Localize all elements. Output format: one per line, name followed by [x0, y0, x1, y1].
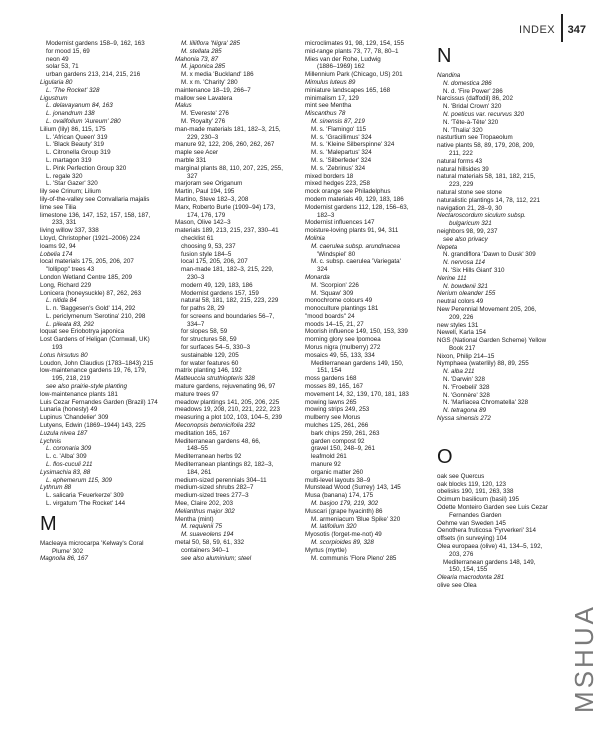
index-entry: Magnolia 86, 167: [40, 555, 88, 563]
index-entry: moisture-loving plants 91, 94, 311: [305, 227, 399, 235]
index-entry: Lunaria (honesty) 49: [40, 406, 98, 414]
section-letter: M: [40, 512, 57, 535]
index-entry: choosing 9, 53, 237: [181, 242, 236, 250]
index-entry: for slopes 58, 59: [181, 328, 228, 336]
index-entry: L. ephemerum 115, 309: [46, 476, 112, 484]
index-entry: N. tetragona 89: [443, 407, 487, 415]
index-entry: M. suaveolens 194: [181, 531, 234, 539]
index-entry: M. x media 'Buckland' 186: [181, 71, 254, 79]
index-entry: for water features 60: [181, 359, 239, 367]
index-entry: Oehme van Sweden 145: [437, 519, 506, 527]
index-entry: oak see Quercus: [437, 472, 485, 480]
index-entry: Loudon, John Claudius (1783–1843) 215: [40, 359, 154, 367]
index-entry: 184, 261: [187, 468, 212, 476]
index-entry: miniature landscapes 165, 168: [305, 86, 391, 94]
index-entry: mosaics 49, 55, 133, 334: [305, 351, 375, 359]
index-entry: N. domestica 286: [443, 79, 492, 87]
index-entry: Mediterranean gardens 149, 150,: [311, 359, 404, 367]
index-column-4: [437, 40, 565, 590]
index-entry: new styles 131: [437, 321, 479, 329]
index-entry: Ocimum basilicum (basil) 195: [437, 496, 519, 504]
index-entry: minimalism 17, 129: [305, 94, 359, 102]
index-entry: meditation 165, 167: [175, 429, 230, 437]
header-divider: [561, 14, 563, 42]
index-column-3: [305, 40, 433, 562]
index-entry: N. 'Six Hills Giant' 310: [443, 266, 505, 274]
index-entry: neon 49: [46, 55, 69, 63]
index-entry: materials 189, 213, 215, 237, 330–41: [175, 227, 279, 235]
index-entry: NGS (National Garden Scheme) Yellow: [437, 337, 547, 345]
page-header: [519, 20, 586, 40]
index-entry: "mood boards" 24: [305, 312, 355, 320]
index-entry: mock orange see Philadelphus: [305, 188, 391, 196]
index-entry: microclimates 91, 98, 129, 154, 155: [305, 40, 405, 47]
index-entry: Myrtus (myrtle): [305, 546, 347, 554]
index-entry: Mies van der Rohe, Ludwig: [305, 55, 381, 63]
index-entry: naturalistic plantings 14, 78, 112, 221: [437, 196, 541, 204]
index-entry: 193: [52, 344, 63, 352]
index-entry: London Wetland Centre 185, 209: [40, 273, 132, 281]
index-entry: Lysimachia 83, 88: [40, 468, 91, 476]
index-entry: N. 'Thalia' 320: [443, 126, 483, 134]
index-entry: 150, 154, 155: [449, 566, 488, 574]
index-entry: Muscari (grape hyacinth) 86: [305, 507, 383, 515]
index-entry: modern 49, 129, 183, 186: [181, 281, 253, 289]
index-entry: M. s. 'Zebrinus' 324: [311, 164, 366, 172]
section-letter: N: [437, 45, 452, 67]
index-entry: Book 217: [449, 344, 476, 352]
index-entry: Ligustrum: [40, 94, 68, 102]
index-entry: 'Windspiel' 80: [317, 250, 356, 258]
index-entry: Musa (banana) 174, 175: [305, 492, 374, 500]
index-entry: marginal plants 88, 110, 207, 225, 255,: [175, 164, 283, 172]
index-entry: Nectaroscordum siculum subsp.: [437, 212, 526, 220]
index-entry: morning glory see Ipomoea: [305, 336, 381, 344]
index-entry: for paths 28, 29: [181, 305, 225, 313]
index-entry: Mason, Olive 142–3: [175, 219, 231, 227]
index-entry: L. n. 'Baggesen's Gold' 114, 292: [46, 305, 136, 313]
index-entry: see also prairie-style planting: [46, 383, 127, 391]
index-entry: New Perennial Movement 205, 206,: [437, 305, 537, 313]
section-label: INDEX: [519, 24, 556, 36]
index-entry: Nepeta: [437, 243, 458, 251]
index-entry: Luzula nivea 187: [40, 429, 88, 437]
index-entry: checklist 61: [181, 234, 214, 242]
index-entry: lily-of-the-valley see Convallaria majalis: [40, 195, 150, 203]
index-entry: N. 'Tête-à-Tête' 320: [443, 118, 499, 126]
index-entry: solar 53, 71: [46, 63, 79, 71]
index-entry: meadows 19, 208, 210, 221, 222, 223: [175, 406, 280, 414]
index-entry: manure 92: [311, 461, 341, 469]
index-entry: 324: [317, 266, 328, 274]
index-entry: Lupinus 'Chandelier' 309: [40, 414, 109, 422]
index-entry: Malus: [175, 102, 192, 110]
index-entry: Martin, Paul 194, 195: [175, 188, 235, 196]
index-entry: N. poeticus var. recurvus 320: [443, 110, 525, 118]
index-entry: local materials 175, 205, 206, 207: [40, 258, 134, 266]
index-entry: mixed hedges 223, 258: [305, 180, 370, 188]
index-column-2: [175, 40, 303, 562]
index-entry: Plume' 302: [52, 547, 84, 555]
index-entry: Munstead Wood (Surrey) 143, 145: [305, 484, 401, 492]
index-entry: (1886–1969) 162: [317, 63, 365, 71]
index-entry: L. 'Black Beauty' 319: [46, 141, 104, 149]
index-entry: leafmold 261: [311, 453, 347, 461]
index-entry: Lloyd, Christopher (1921–2006) 224: [40, 234, 141, 242]
index-entry: M. s. 'Flamingo' 115: [311, 125, 367, 133]
index-entry: Mimulus luteus 89: [305, 78, 356, 86]
index-entry: containers 340–1: [181, 546, 229, 554]
index-entry: M. sinensis 87, 219: [311, 117, 365, 125]
index-entry: N. 'Darwin' 328: [443, 376, 485, 384]
index-entry: Lotus hirsutus 80: [40, 351, 88, 359]
index-entry: moods 14–15, 21, 27: [305, 320, 364, 328]
index-entry: 148–55: [187, 445, 208, 453]
index-entry: native plants 58, 89, 179, 208, 209,: [437, 142, 535, 150]
index-entry: L. flos-cuculi 211: [46, 461, 93, 469]
index-entry: 233, 331: [52, 219, 77, 227]
index-entry: Lythrum 88: [40, 484, 72, 492]
index-entry: Mediterranean herbs 92: [175, 453, 242, 461]
index-entry: M. s. 'Kleine Silberspinne' 324: [311, 141, 395, 149]
index-entry: L. periclymenum 'Serotina' 210, 298: [46, 312, 146, 320]
index-entry: Narcissus (daffodil) 86, 202: [437, 95, 513, 103]
index-entry: olive see Olea: [437, 582, 477, 590]
index-entry: 203, 276: [449, 550, 474, 558]
index-entry: neighbors 98, 99, 237: [437, 227, 498, 235]
index-entry: Marx, Roberto Burle (1909–94) 173,: [175, 203, 276, 211]
index-entry: mid-range plants 73, 77, 78, 80–1: [305, 47, 399, 55]
index-entry: mowing lawns 265: [305, 398, 357, 406]
index-entry: M. caerulea subsp. arundinacea: [311, 242, 400, 250]
index-entry: obelisks 190, 191, 263, 338: [437, 488, 514, 496]
index-entry: N. nervosa 114: [443, 259, 485, 267]
index-entry: bulgaricum 321: [449, 220, 492, 228]
index-entry: marble 331: [175, 156, 207, 164]
index-entry: Modernist gardens 158–9, 162, 163: [46, 40, 145, 47]
index-entry: Lonicera (honeysuckle) 87, 262, 263: [40, 289, 142, 297]
index-entry: L. jonandrum 138: [46, 110, 95, 118]
index-entry: matrix planting 146, 192: [175, 367, 242, 375]
index-entry: manure 92, 122, 206, 260, 262, 267: [175, 141, 275, 149]
section-letter: O: [437, 445, 453, 468]
index-entry: low-maintenance plants 181: [40, 390, 118, 398]
index-entry: N. alba 211: [443, 368, 475, 376]
index-entry: L. nitida 84: [46, 297, 77, 305]
index-entry: 223, 229: [449, 181, 474, 189]
index-entry: 211, 222: [449, 149, 473, 157]
watermark-text: MSHUA: [568, 603, 599, 713]
index-entry: Nymphaea (waterlily) 88, 89, 255: [437, 360, 529, 368]
index-entry: M. 'Evereste' 276: [181, 110, 229, 118]
index-entry: measuring a plot 102, 103, 104–5, 239: [175, 414, 283, 422]
index-entry: L. martagon 319: [46, 156, 92, 164]
index-entry: Morus nigra (mulberry) 272: [305, 344, 381, 352]
index-entry: M. requienii 75: [181, 523, 222, 531]
index-entry: Long, Richard 229: [40, 281, 92, 289]
index-entry: L. 'The Rocket' 328: [46, 86, 100, 94]
index-entry: gravel 150, 248–9, 261: [311, 445, 375, 453]
index-entry: neutral colors 49: [437, 298, 484, 306]
index-entry: N. 'Marliacea Chromatella' 328: [443, 399, 529, 407]
index-entry: Olearia macrodonta 281: [437, 574, 505, 582]
index-entry: M. x m. 'Charity' 280: [181, 78, 238, 86]
index-entry: N. bowdenii 321: [443, 282, 488, 290]
index-entry: 327: [187, 172, 198, 180]
index-entry: natural stone see stone: [437, 188, 502, 196]
index-entry: living willow 337, 338: [40, 227, 99, 235]
index-entry: marjoram see Origanum: [175, 180, 243, 188]
index-entry: movement 14, 32, 139, 170, 181, 183: [305, 390, 409, 398]
index-entry: mature gardens, rejuvenating 96, 97: [175, 383, 276, 391]
index-entry: N. 'Froebelii' 328: [443, 383, 490, 391]
index-entry: L. Pink Perfection Group 320: [46, 164, 127, 172]
index-entry: L. Citronella Group 319: [46, 149, 111, 157]
index-entry: Mahonia 73, 87: [175, 55, 219, 63]
index-entry: for screens and boundaries 56–7,: [181, 312, 275, 320]
index-entry: M. armeniacum 'Blue Spike' 320: [311, 515, 401, 523]
index-entry: loams 92, 94: [40, 242, 76, 250]
index-entry: for surfaces 54–5, 330–3: [181, 344, 251, 352]
index-entry: Martino, Steve 182–3, 208: [175, 195, 249, 203]
index-entry: Mediterranean gardens 148, 149,: [443, 558, 536, 566]
index-entry: Monarda: [305, 273, 330, 281]
index-entry: see also aluminium; steel: [181, 554, 252, 562]
index-entry: Nerium oleander 155: [437, 290, 496, 298]
index-entry: Moorish influence 149, 150, 153, 339: [305, 328, 408, 336]
index-entry: Odette Monteiro Garden see Luis Cezar: [437, 504, 548, 512]
index-entry: Lutyens, Edwin (1869–1944) 143, 225: [40, 422, 146, 430]
page-number: 347: [567, 24, 586, 36]
index-entry: mixed borders 18: [305, 172, 354, 180]
index-entry: Nerine 111: [437, 274, 467, 282]
index-entry: low-maintenance gardens 19, 76, 179,: [40, 367, 147, 375]
index-entry: Mee, Claire 202, 203: [175, 500, 234, 508]
index-entry: fusion style 184–5: [181, 250, 232, 258]
index-entry: nasturtium see Tropaeolum: [437, 134, 513, 142]
index-entry: Nandina: [437, 72, 461, 79]
index-entry: natural 58, 181, 182, 215, 223, 229: [181, 297, 279, 305]
index-entry: mulberry see Morus: [305, 414, 361, 422]
index-entry: Newell, Karla 154: [437, 329, 486, 337]
index-entry: for mood 15, 69: [46, 47, 90, 55]
index-entry: 182–3: [317, 211, 335, 219]
index-entry: L. delavayanum 84, 163: [46, 102, 113, 110]
index-entry: M. stellata 285: [181, 47, 222, 55]
index-entry: Molinia: [305, 234, 325, 242]
index-entry: Modernist influences 147: [305, 219, 375, 227]
index-entry: modern materials 49, 129, 183, 186: [305, 195, 404, 203]
index-entry: medium-sized shrubs 282–7: [175, 484, 254, 492]
index-entry: moss gardens 168: [305, 375, 357, 383]
index-entry: Macleaya microcarpa 'Kelway's Coral: [40, 539, 144, 547]
index-entry: M. c. subsp. caerulea 'Variegata': [311, 258, 401, 266]
index-entry: M. communis 'Flore Pleno' 285: [311, 554, 397, 562]
index-entry: lily see Crinum; Lilium: [40, 188, 101, 196]
index-entry: garden compost 92: [311, 437, 365, 445]
index-entry: Mentha (mint): [175, 515, 214, 523]
index-entry: monochrome colours 49: [305, 297, 373, 305]
index-column-1: [40, 40, 168, 563]
index-entry: M. japonica 285: [181, 63, 226, 71]
index-entry: mowing strips 249, 253: [305, 406, 370, 414]
index-entry: mature trees 97: [175, 390, 219, 398]
index-entry: local 175, 205, 206, 207: [181, 258, 248, 266]
index-entry: M. 'Scorpion' 226: [311, 281, 359, 289]
index-entry: Modernist gardens 112, 128, 156–63,: [305, 203, 409, 211]
index-entry: navigation 21, 28–9, 30: [437, 204, 502, 212]
index-entry: L. salicaria 'Feuerkerze' 309: [46, 492, 124, 500]
index-entry: M. scorpioides 89, 328: [311, 539, 374, 546]
index-entry: mosses 89, 165, 167: [305, 383, 364, 391]
index-entry: natural materials 58, 181, 182, 215,: [437, 173, 536, 181]
index-entry: 209, 226: [449, 313, 474, 321]
index-entry: bark chips 259, 261, 263: [311, 429, 380, 437]
index-entry: 195, 218, 219: [52, 375, 91, 383]
index-entry: L. ovalifolium 'Aureum' 280: [46, 117, 121, 125]
index-entry: Millennium Park (Chicago, US) 201: [305, 71, 403, 79]
index-entry: L. c. 'Alba' 309: [46, 453, 87, 461]
index-entry: 174, 176, 179: [187, 211, 226, 219]
index-entry: medium-sized perennials 304–11: [175, 476, 267, 484]
index-entry: see also privacy: [443, 235, 488, 243]
index-entry: L. 'Star Gazer' 320: [46, 180, 98, 188]
index-entry: metal 50, 58, 59, 61, 332: [175, 539, 245, 546]
index-entry: mint see Mentha: [305, 102, 352, 110]
index-entry: Myosotis (forget-me-not) 49: [305, 531, 382, 539]
index-entry: Lobelia 174: [40, 250, 73, 258]
index-entry: Mediterranean plantings 82, 182–3,: [175, 461, 274, 469]
index-entry: M. basjoo 179, 219, 302: [311, 500, 379, 508]
index-entry: Melianthus major 302: [175, 507, 235, 515]
index-entry: L. virgatum 'The Rocket' 144: [46, 500, 126, 508]
section-gap: [437, 423, 565, 441]
index-entry: M. s. 'Malepartus' 324: [311, 149, 372, 157]
index-entry: organic matter 260: [311, 468, 364, 476]
index-entry: 334–7: [187, 320, 205, 328]
index-entry: Nixon, Philip 214–15: [437, 352, 495, 360]
index-entry: L. regale 320: [46, 172, 83, 180]
index-entry: M. s. 'Silberfeder' 324: [311, 156, 372, 164]
index-entry: Mediterranean gardens 48, 66,: [175, 437, 261, 445]
index-entry: Lost Gardens of Heligan (Cornwall, UK): [40, 336, 150, 344]
index-entry: Ligularia 80: [40, 78, 73, 86]
index-entry: M. liliiflora 'Nigra' 285: [181, 40, 241, 47]
index-entry: multi-level layouts 38–9: [305, 476, 371, 484]
index-entry: medium-sized trees 277–3: [175, 492, 249, 500]
index-entry: natural hillsides 39: [437, 165, 489, 173]
index-entry: Luis Cezar Fernandes Garden (Brazil) 174: [40, 398, 158, 406]
index-entry: man-made materials 181, 182–3, 215,: [175, 125, 281, 133]
index-entry: urban gardens 213, 214, 215, 216: [46, 71, 141, 79]
index-entry: Olea europaea (olive) 41, 134–5, 192,: [437, 543, 543, 551]
index-entry: meadow plantings 141, 205, 206, 225: [175, 398, 280, 406]
index-entry: N. d. 'Fire Power' 286: [443, 87, 503, 95]
index-entry: L. pileata 83, 292: [46, 320, 94, 328]
index-entry: sustainable 129, 205: [181, 351, 239, 359]
side-watermark: [570, 578, 598, 738]
index-entry: Miscanthus 78: [305, 110, 346, 118]
index-entry: 151, 154: [317, 367, 342, 375]
index-entry: Matteuccia struthiopteris 328: [175, 375, 255, 383]
index-entry: M. 'Squaw' 309: [311, 289, 354, 297]
index-entry: mallow see Lavatera: [175, 94, 233, 102]
index-entry: mulches 125, 261, 266: [305, 422, 369, 430]
index-entry: offsets (in surveying) 104: [437, 535, 507, 543]
index-entry: limestone 136, 147, 152, 157, 158, 187,: [40, 211, 151, 219]
index-entry: M. s. 'Gracillimus' 324: [311, 133, 372, 141]
index-entry: M. 'Royalty' 276: [181, 117, 226, 125]
index-entry: for structures 58, 59: [181, 336, 237, 344]
index-entry: Lychnis: [40, 437, 62, 445]
index-entry: maintenance 18–19, 266–7: [175, 86, 251, 94]
index-entry: monoculture plantings 181: [305, 305, 379, 313]
index-entry: natural forms 43: [437, 157, 483, 165]
index-entry: "lollipop" trees 43: [46, 266, 95, 274]
index-entry: maple see Acer: [175, 149, 219, 157]
index-entry: Meconopsis betonicifolia 232: [175, 422, 256, 430]
index-entry: N. 'Gonnère' 328: [443, 391, 490, 399]
index-entry: N. grandiflora 'Dawn to Dusk' 309: [443, 251, 536, 259]
index-entry: 229, 230–3: [187, 133, 219, 141]
index-entry: man-made 181, 182–3, 215, 229,: [181, 266, 274, 274]
index-entry: M. latifolium 320: [311, 523, 357, 531]
index-entry: Oenothera fruticosa 'Fyrverkeri' 314: [437, 527, 536, 535]
index-entry: N. 'Bridal Crown' 320: [443, 103, 502, 111]
index-entry: Modernist gardens 157, 159: [181, 289, 259, 297]
index-entry: Fernandes Garden: [449, 511, 502, 519]
index-entry: oak blocks 119, 120, 123: [437, 480, 507, 488]
index-entry: 230–3: [187, 273, 205, 281]
index-entry: lime see Tilia: [40, 203, 77, 211]
index-entry: Lilium (lily) 86, 115, 175: [40, 125, 106, 133]
index-entry: Nyssa sinensis 272: [437, 415, 491, 423]
index-entry: L. coronaria 309: [46, 445, 92, 453]
index-entry: L. 'African Queen' 319: [46, 133, 108, 141]
index-entry: loquat see Eriobotrya japonica: [40, 328, 125, 336]
